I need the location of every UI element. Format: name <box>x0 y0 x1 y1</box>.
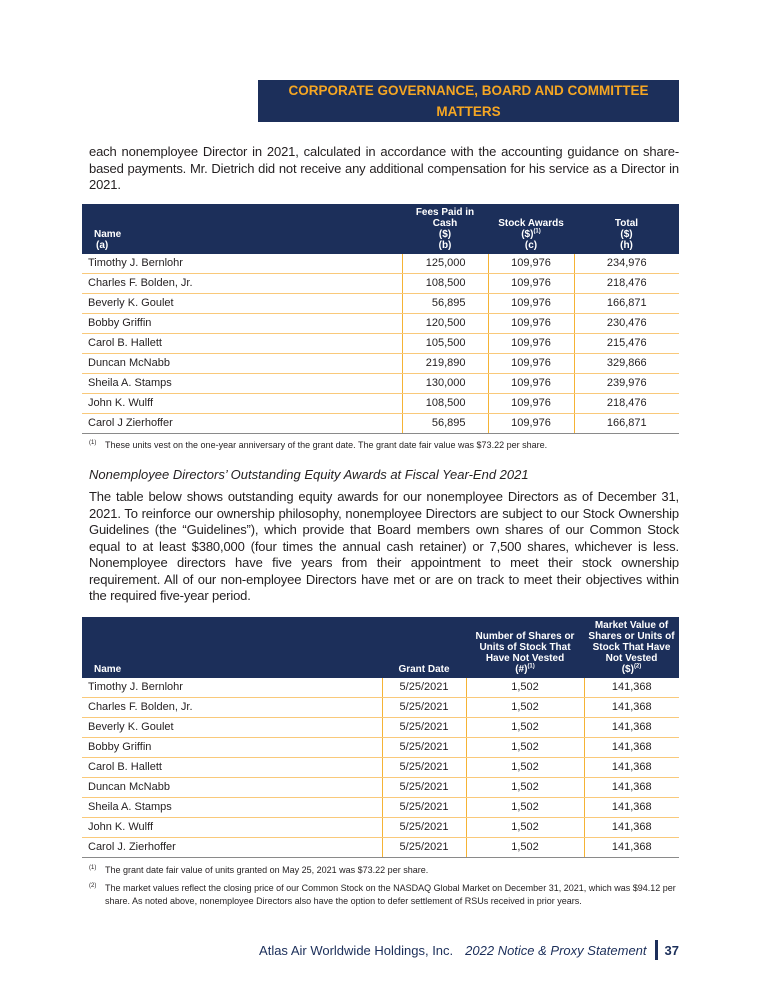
cell-value: 56,895 <box>402 413 488 433</box>
director-compensation-table <box>82 204 679 434</box>
cell-value: 5/25/2021 <box>382 817 466 837</box>
table-row <box>82 313 679 333</box>
cell-value: 120,500 <box>402 313 488 333</box>
director-name: Duncan McNabb <box>82 353 402 373</box>
cell-value: 239,976 <box>574 373 679 393</box>
col-stock: Stock Awards ($)$^{(1)}$ (c) <box>488 204 574 254</box>
table-row <box>82 373 679 393</box>
table-row <box>82 837 679 857</box>
footer-company: Atlas Air Worldwide Holdings, Inc. <box>259 942 454 958</box>
table-row <box>82 293 679 313</box>
cell-value: 1,502 <box>466 797 584 817</box>
cell-value: 109,976 <box>488 313 574 333</box>
director-name: Beverly K. Goulet <box>82 717 382 737</box>
col-shares: Number of Shares or Units of Stock That Have Not Vested (#)$^{(1)}$ <box>466 617 584 678</box>
cell-value: 166,871 <box>574 293 679 313</box>
director-name: Sheila A. Stamps <box>82 797 382 817</box>
footer-document: 2022 Notice & Proxy Statement <box>465 942 647 958</box>
table-row <box>82 697 679 717</box>
director-name: Charles F. Bolden, Jr. <box>82 697 382 717</box>
table-row <box>82 757 679 777</box>
cell-value: 1,502 <box>466 777 584 797</box>
cell-value: 5/25/2021 <box>382 717 466 737</box>
cell-value: 5/25/2021 <box>382 797 466 817</box>
cell-value: 5/25/2021 <box>382 737 466 757</box>
director-name: Bobby Griffin <box>82 313 402 333</box>
cell-value: 1,502 <box>466 717 584 737</box>
table-row <box>82 413 679 433</box>
cell-value: 1,502 <box>466 737 584 757</box>
col-name: Name <box>82 617 382 678</box>
cell-value: 56,895 <box>402 293 488 313</box>
cell-value: 141,368 <box>584 817 679 837</box>
page-footer <box>259 926 679 960</box>
col-market-value: Market Value of Shares or Units of Stock That Have Not Vested ($)$^{(2)}$ <box>584 617 679 678</box>
cell-value: 218,476 <box>574 273 679 293</box>
section-subheading: Nonemployee Directors’ Outstanding Equity Awards at Fiscal Year-End 2021 <box>89 467 529 482</box>
page-number: 37 <box>664 942 679 958</box>
cell-value: 166,871 <box>574 413 679 433</box>
cell-value: 234,976 <box>574 254 679 274</box>
col-name: Name (a) <box>82 204 402 254</box>
cell-value: 219,890 <box>402 353 488 373</box>
cell-value: 141,368 <box>584 797 679 817</box>
cell-value: 215,476 <box>574 333 679 353</box>
director-name: Carol J. Zierhoffer <box>82 837 382 857</box>
cell-value: 141,368 <box>584 837 679 857</box>
director-name: Duncan McNabb <box>82 777 382 797</box>
col-grant-date: Grant Date <box>382 617 466 678</box>
body-paragraph: The table below shows outstanding equity awards for our nonemployee Directors as of December 31, 2021. To reinforce our ownership philosophy, nonemployee Directors are subject to our Stock Ownership Guidelines (the “Guidelines”), which provide that Board members own shares of our Common Stock equal to at least $380,000 (four times the annual cash retainer) or 7,500 shares, whichever is less. Nonemployee directors have five years from their appointment to meet their stock ownership requirement. All of our non-employee Directors have met or are on track to meet their objectives within the required five-year period. <box>89 489 679 603</box>
cell-value: 105,500 <box>402 333 488 353</box>
director-name: Beverly K. Goulet <box>82 293 402 313</box>
cell-value: 230,476 <box>574 313 679 333</box>
director-name: Sheila A. Stamps <box>82 373 402 393</box>
cell-value: 1,502 <box>466 757 584 777</box>
cell-value: 109,976 <box>488 413 574 433</box>
table2-footnote-2: (2) The market values reflect the closing price of our Common Stock on the NASDAQ Global Market on December 31, 2021, which was $94.12 per share. As noted above, nonemployee Directors also have the option to defer settlement of RSUs received in prior years. <box>89 883 676 906</box>
cell-value: 141,368 <box>584 737 679 757</box>
cell-value: 108,500 <box>402 273 488 293</box>
cell-value: 109,976 <box>488 333 574 353</box>
table-row <box>82 678 679 698</box>
cell-value: 109,976 <box>488 353 574 373</box>
cell-value: 109,976 <box>488 393 574 413</box>
director-name: Carol B. Hallett <box>82 333 402 353</box>
table-row <box>82 797 679 817</box>
director-name: Timothy J. Bernlohr <box>82 254 402 274</box>
cell-value: 5/25/2021 <box>382 777 466 797</box>
table-row <box>82 737 679 757</box>
table-row <box>82 333 679 353</box>
table-row <box>82 717 679 737</box>
cell-value: 5/25/2021 <box>382 757 466 777</box>
section-banner: CORPORATE GOVERNANCE, BOARD AND COMMITTEE MATTERS <box>258 80 679 122</box>
cell-value: 109,976 <box>488 273 574 293</box>
director-name: Bobby Griffin <box>82 737 382 757</box>
cell-value: 5/25/2021 <box>382 697 466 717</box>
outstanding-equity-table <box>82 617 679 858</box>
director-name: John K. Wulff <box>82 393 402 413</box>
table-row <box>82 353 679 373</box>
director-name: Carol J Zierhoffer <box>82 413 402 433</box>
cell-value: 329,866 <box>574 353 679 373</box>
table-row <box>82 777 679 797</box>
cell-value: 1,502 <box>466 817 584 837</box>
cell-value: 125,000 <box>402 254 488 274</box>
director-name: Charles F. Bolden, Jr. <box>82 273 402 293</box>
table1-footnote: (1) These units vest on the one-year anniversary of the grant date. The grant date fair value was $73.22 per share. <box>89 439 548 450</box>
cell-value: 141,368 <box>584 757 679 777</box>
cell-value: 141,368 <box>584 777 679 797</box>
cell-value: 1,502 <box>466 837 584 857</box>
director-name: Timothy J. Bernlohr <box>82 678 382 698</box>
cell-value: 130,000 <box>402 373 488 393</box>
cell-value: 141,368 <box>584 678 679 698</box>
cell-value: 109,976 <box>488 373 574 393</box>
table-row <box>82 393 679 413</box>
cell-value: 108,500 <box>402 393 488 413</box>
table2-footnote-1: (1) The grant date fair value of units granted on May 25, 2021 was $73.22 per share. <box>89 864 429 875</box>
footer-divider <box>655 940 658 960</box>
cell-value: 1,502 <box>466 697 584 717</box>
cell-value: 109,976 <box>488 293 574 313</box>
cell-value: 218,476 <box>574 393 679 413</box>
cell-value: 5/25/2021 <box>382 678 466 698</box>
cell-value: 1,502 <box>466 678 584 698</box>
table-row <box>82 817 679 837</box>
table-row <box>82 273 679 293</box>
col-fees: Fees Paid in Cash ($) (b) <box>402 204 488 254</box>
cell-value: 141,368 <box>584 697 679 717</box>
director-name: John K. Wulff <box>82 817 382 837</box>
cell-value: 5/25/2021 <box>382 837 466 857</box>
intro-paragraph: each nonemployee Director in 2021, calculated in accordance with the accounting guidance on share-based payments. Mr. Dietrich did not receive any additional compensation for his service as a Director in 2021. <box>89 144 679 192</box>
table-row <box>82 254 679 274</box>
cell-value: 141,368 <box>584 717 679 737</box>
director-name: Carol B. Hallett <box>82 757 382 777</box>
cell-value: 109,976 <box>488 254 574 274</box>
col-total: Total ($) (h) <box>574 204 679 254</box>
